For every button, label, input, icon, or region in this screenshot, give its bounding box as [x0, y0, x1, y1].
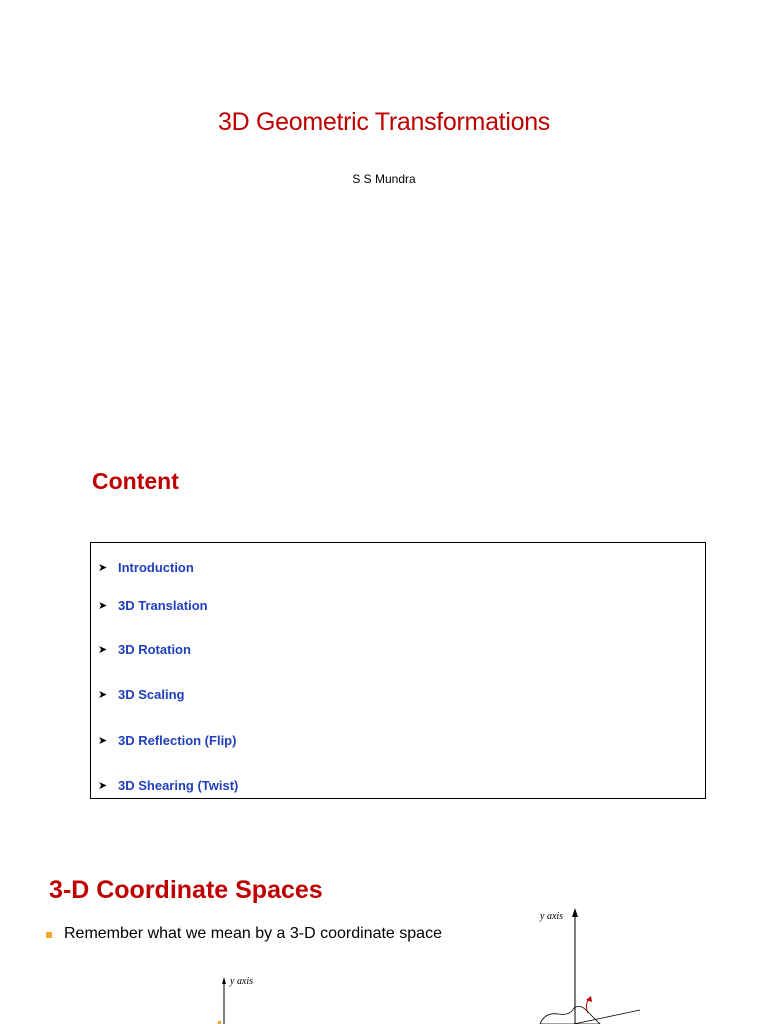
slide-title: 3D Geometric Transformations: [218, 108, 550, 136]
arrow-bullet-icon: ➤: [98, 562, 108, 574]
hand-sketch: [540, 1006, 600, 1024]
left-axis-diagram: [218, 976, 253, 1024]
toc-item-shearing[interactable]: [98, 778, 238, 793]
left-y-axis-label: y axis: [230, 976, 254, 987]
toc-item-label: 3D Rotation: [118, 642, 191, 657]
arrow-bullet-icon: ➤: [98, 689, 108, 701]
rotation-arrow-icon: [586, 996, 592, 1002]
toc-item-label: 3D Translation: [118, 598, 208, 613]
toc-item-label: Introduction: [118, 560, 194, 575]
toc-item-introduction[interactable]: [98, 560, 194, 575]
toc-item-rotation[interactable]: [98, 642, 191, 657]
right-axis-diagram: [539, 908, 640, 1024]
toc-item-translation[interactable]: [98, 598, 208, 613]
right-y-axis-label: y axis: [540, 911, 564, 922]
toc-item-reflection[interactable]: [98, 733, 236, 748]
arrow-bullet-icon: ➤: [98, 600, 108, 612]
arrow-bullet-icon: ➤: [98, 735, 108, 747]
left-y-axis-arrow-icon: [222, 977, 226, 984]
toc-item-label: 3D Scaling: [118, 687, 185, 702]
toc-item-label: 3D Shearing (Twist): [118, 778, 239, 793]
slide-author: S S Mundra: [352, 172, 416, 186]
arrow-bullet-icon: ➤: [98, 780, 108, 792]
content-list-box: [90, 542, 706, 799]
right-x-axis-line: [574, 1010, 640, 1024]
bullet-text: Remember what we mean by a 3-D coordinate space: [64, 925, 442, 942]
coordinate-spaces-heading: 3-D Coordinate Spaces: [49, 876, 323, 904]
arrow-bullet-icon: ➤: [98, 644, 108, 656]
content-heading: Content: [92, 468, 179, 494]
right-y-axis-arrow-icon: [572, 908, 578, 917]
toc-item-scaling[interactable]: [98, 687, 184, 702]
toc-item-label: 3D Reflection (Flip): [118, 733, 237, 748]
coordinate-axes-figure: [0, 900, 768, 1024]
